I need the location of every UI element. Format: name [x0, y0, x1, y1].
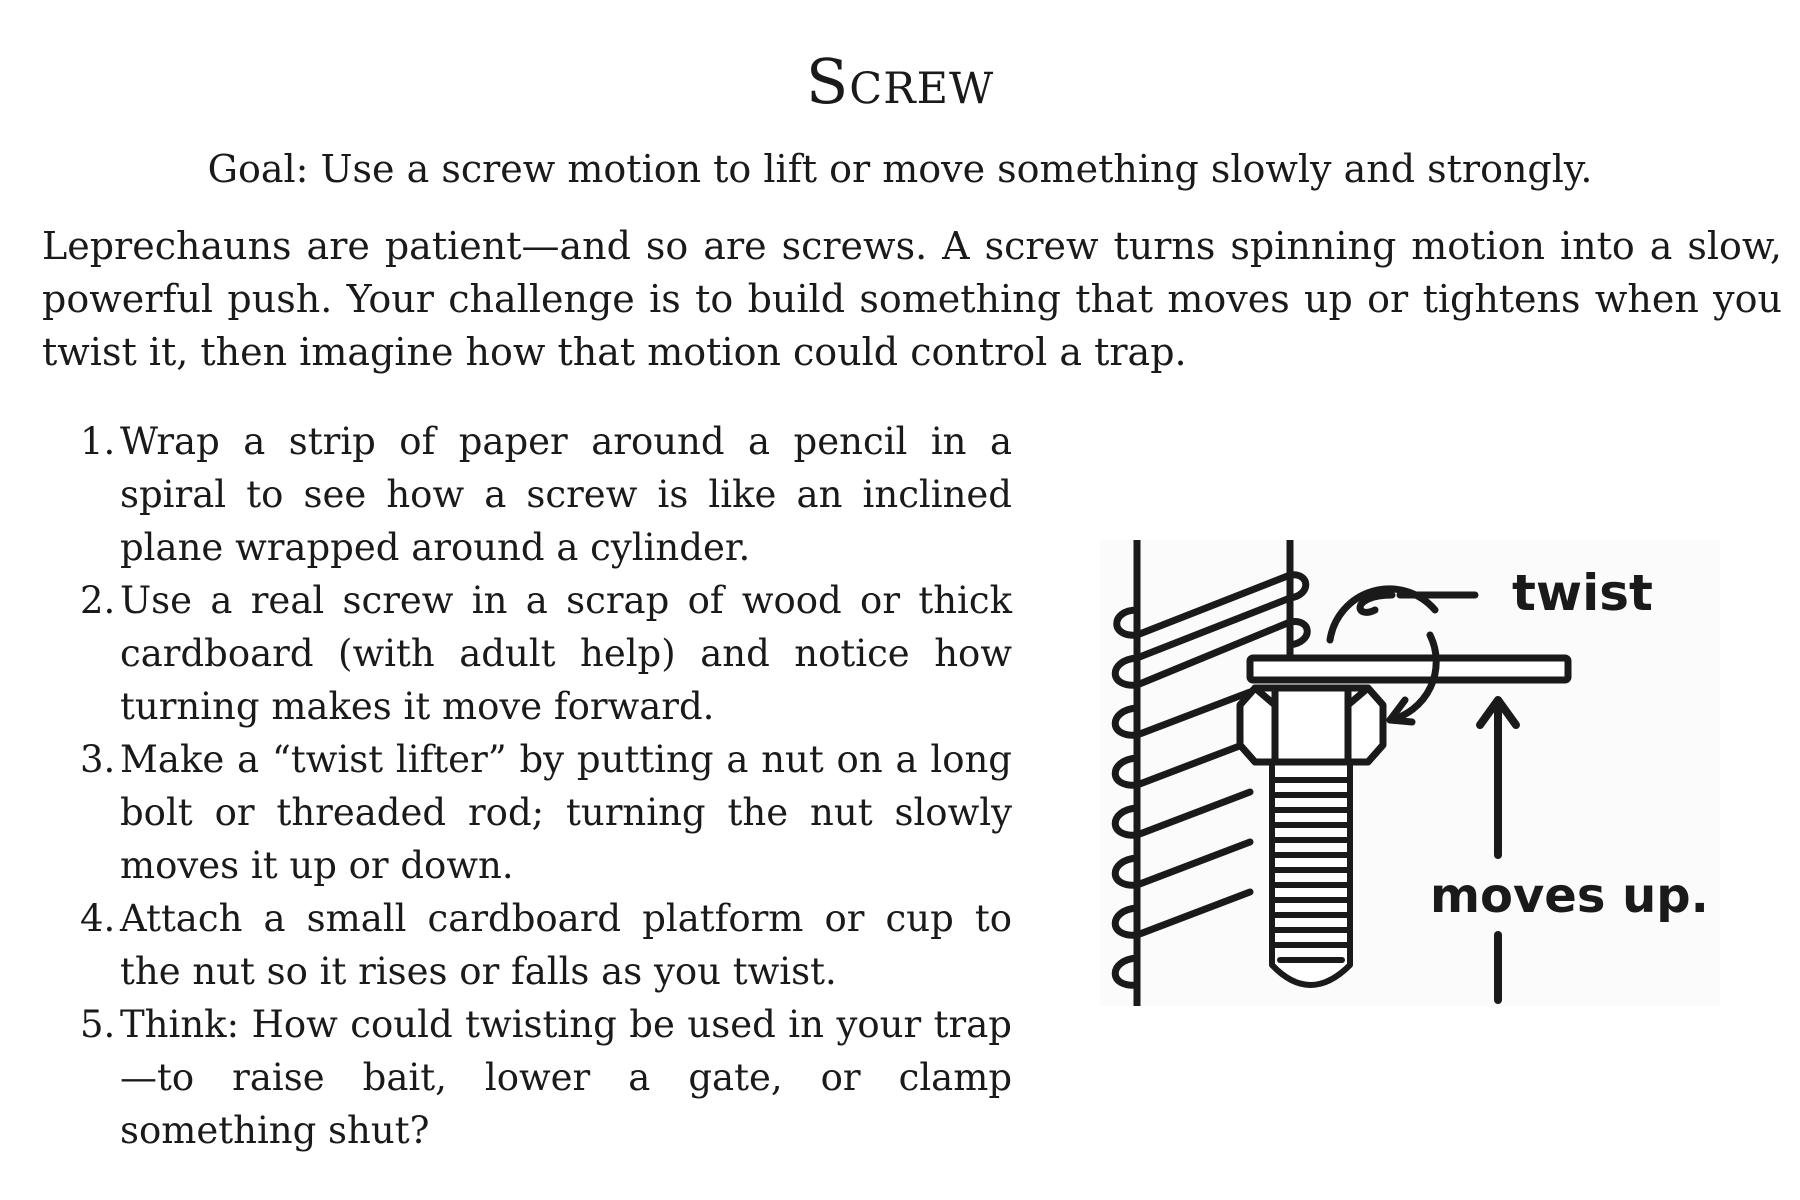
platform	[1250, 658, 1568, 680]
step-item	[80, 733, 1012, 892]
step-item	[80, 574, 1012, 733]
twist-label: twist	[1512, 564, 1653, 622]
step-item	[80, 415, 1012, 574]
step-text: Use a real screw in a scrap of wood or thick cardboard (with adult help) and notice how turning makes it move forward.	[120, 579, 1012, 728]
step-text: Think: How could twisting be used in your trap—to raise bait, lower a gate, or clamp something shut?	[120, 1003, 1012, 1152]
step-item	[80, 892, 1012, 998]
step-item	[80, 998, 1012, 1157]
moves-up-label: moves up.	[1430, 868, 1709, 924]
step-number: 2.	[80, 579, 116, 622]
screw-illustration	[1100, 540, 1720, 1006]
step-text: Make a “twist lifter” by putting a nut on a long bolt or threaded rod; turning the nut slowly moves it up or down.	[120, 738, 1012, 887]
step-text: Attach a small cardboard platform or cup to the nut so it rises or falls as you twist.	[120, 897, 1012, 993]
screw-diagram	[1100, 540, 1720, 1006]
step-number: 3.	[80, 738, 116, 781]
hex-nut	[1240, 688, 1383, 762]
bolt	[1272, 765, 1350, 985]
page-title: Screw	[805, 45, 995, 118]
steps-list	[80, 415, 1012, 1157]
goal-statement: Goal: Use a screw motion to lift or move something slowly and strongly.	[207, 147, 1593, 191]
step-text: Wrap a strip of paper around a pencil in a spiral to see how a screw is like an inclined plane wrapped around a cylinder.	[120, 420, 1012, 569]
step-number: 5.	[80, 1003, 116, 1046]
step-number: 4.	[80, 897, 116, 940]
step-number: 1.	[80, 420, 116, 463]
intro-paragraph: Leprechauns are patient—and so are screws. A screw turns spinning motion into a slow, powerful push. Your challenge is to build something that moves up or tightens when you twist it, then imagine how that motion could control a trap.	[42, 224, 1782, 374]
